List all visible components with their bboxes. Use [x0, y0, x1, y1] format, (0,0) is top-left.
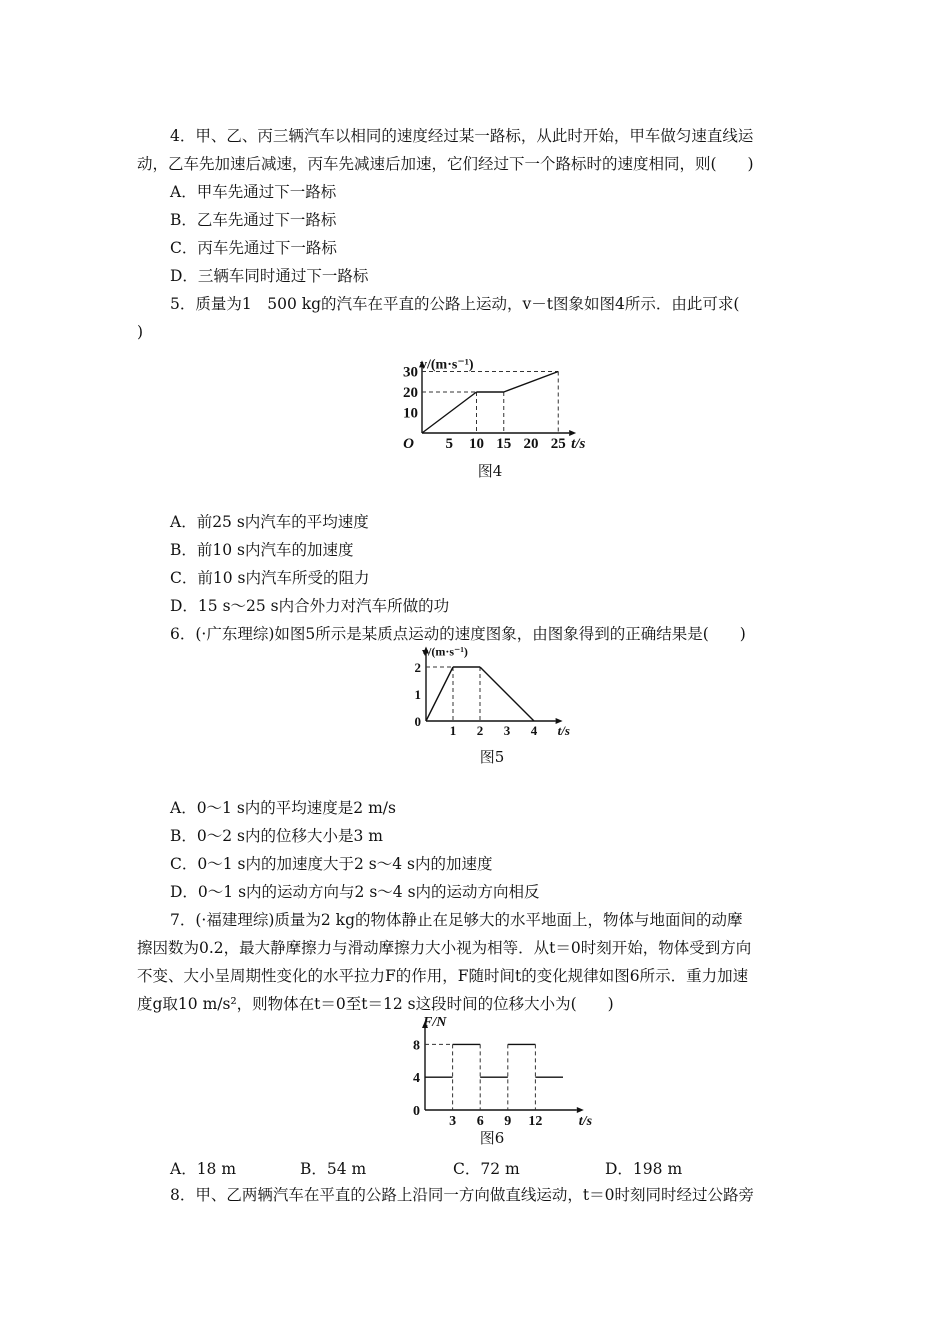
q5-line1: 5．质量为1 500 kg的汽车在平直的公路上运动，v－t图象如图4所示．由此可求(	[170, 295, 740, 313]
q7-option-d: D．198 m	[605, 1160, 683, 1178]
q4-option-b: B．乙车先通过下一路标	[170, 211, 337, 229]
fig6-x-tick-label: 9	[504, 1114, 512, 1129]
fig5-x-tick-label: 3	[503, 723, 511, 738]
fig5-y-axis-label: v/(m·s⁻¹)	[422, 644, 468, 659]
q5-option-b: B．前10 s内汽车的加速度	[170, 541, 354, 559]
fig4-x-tick-label: 10	[469, 436, 484, 452]
q7-line4: 度g取10 m/s²，则物体在t＝0至t＝12 s这段时间的位移大小为( )	[137, 995, 614, 1013]
figure-6-force-graph	[398, 1015, 598, 1129]
fig5-series-segment	[426, 667, 453, 721]
fig4-y-axis-label: v/(m·s⁻¹)	[420, 357, 474, 373]
figure-4-caption: 图4	[477, 462, 503, 480]
fig6-y-axis-label: F/N	[423, 1015, 447, 1030]
fig5-x-tick-label: 1	[449, 723, 457, 738]
q7-option-a: A．18 m	[170, 1160, 237, 1178]
fig4-x-tick-label: 15	[496, 436, 512, 452]
fig4-x-tick-label: 5	[445, 436, 453, 452]
fig6-x-tick-label: 3	[449, 1114, 457, 1129]
fig4-origin-label: O	[403, 436, 414, 452]
fig5-y-tick-label: 1	[414, 687, 421, 702]
fig6-x-axis-label: t/s	[578, 1114, 593, 1129]
fig6-y-tick-label: 8	[413, 1038, 420, 1054]
q7-option-b: B．54 m	[300, 1160, 367, 1178]
q6-option-d: D．0～1 s内的运动方向与2 s～4 s内的运动方向相反	[170, 883, 540, 901]
q7-option-c: C．72 m	[453, 1160, 520, 1178]
figure-6-caption: 图6	[479, 1129, 505, 1147]
q5-option-c: C．前10 s内汽车所受的阻力	[170, 569, 370, 587]
q6-option-b: B．0～2 s内的位移大小是3 m	[170, 827, 383, 845]
fig5-y-tick-label: 2	[414, 660, 421, 675]
fig6-x-arrow	[577, 1107, 584, 1113]
fig4-y-tick-label: 20	[403, 385, 418, 401]
fig4-y-tick-label: 30	[403, 364, 418, 381]
fig4-series-segment	[422, 392, 477, 433]
q4-line1: 4．甲、乙、丙三辆汽车以相同的速度经过某一路标，从此时开始，甲车做匀速直线运	[170, 127, 754, 145]
q7-line1: 7．(·福建理综)质量为2 kg的物体静止在足够大的水平地面上，物体与地面间的动摩	[170, 911, 743, 929]
fig4-series-segment	[504, 372, 559, 393]
fig6-y-tick-label: 4	[413, 1071, 420, 1087]
q4-line2: 动，乙车先加速后减速，丙车先减速后加速，它们经过下一个路标时的速度相同，则( )	[137, 155, 754, 173]
fig5-y-tick-label: 0	[414, 714, 421, 729]
figure-5-caption: 图5	[479, 748, 505, 766]
q5-option-a: A．前25 s内汽车的平均速度	[170, 513, 369, 531]
q6-option-c: C．0～1 s内的加速度大于2 s～4 s内的加速度	[170, 855, 493, 873]
fig6-x-tick-label: 12	[528, 1114, 543, 1129]
q6-line1: 6．(·广东理综)如图5所示是某质点运动的速度图象，由图象得到的正确结果是( )	[170, 625, 746, 643]
fig6-x-tick-label: 6	[476, 1114, 484, 1129]
q5-line2: )	[137, 323, 144, 341]
fig6-y-tick-label: 0	[413, 1104, 420, 1119]
fig5-x-tick-label: 4	[530, 723, 538, 738]
fig4-x-tick-label: 20	[523, 436, 539, 452]
q6-option-a: A．0～1 s内的平均速度是2 m/s	[170, 799, 396, 817]
q8-line1: 8．甲、乙两辆汽车在平直的公路上沿同一方向做直线运动，t＝0时刻同时经过公路旁	[170, 1186, 754, 1204]
fig5-series-segment	[480, 667, 534, 721]
fig4-x-axis-label: t/s	[571, 436, 586, 452]
q7-line2: 擦因数为0.2，最大静摩擦力与滑动摩擦力大小视为相等．从t＝0时刻开始，物体受到方向	[137, 939, 752, 957]
figure-5-vt-graph	[402, 644, 602, 744]
figure-4-vt-graph	[380, 336, 620, 456]
fig4-x-tick-label: 25	[550, 436, 566, 452]
q4-option-d: D．三辆车同时通过下一路标	[170, 267, 369, 285]
q7-line3: 不变、大小呈周期性变化的水平拉力F的作用，F随时间t的变化规律如图6所示．重力加速	[137, 967, 749, 985]
q5-option-d: D．15 s～25 s内合外力对汽车所做的功	[170, 597, 450, 615]
q4-option-a: A．甲车先通过下一路标	[170, 183, 337, 201]
fig5-x-axis-label: t/s	[557, 723, 570, 738]
fig5-x-tick-label: 2	[476, 723, 484, 738]
q4-option-c: C．丙车先通过下一路标	[170, 239, 337, 257]
fig4-y-tick-label: 10	[403, 405, 418, 422]
